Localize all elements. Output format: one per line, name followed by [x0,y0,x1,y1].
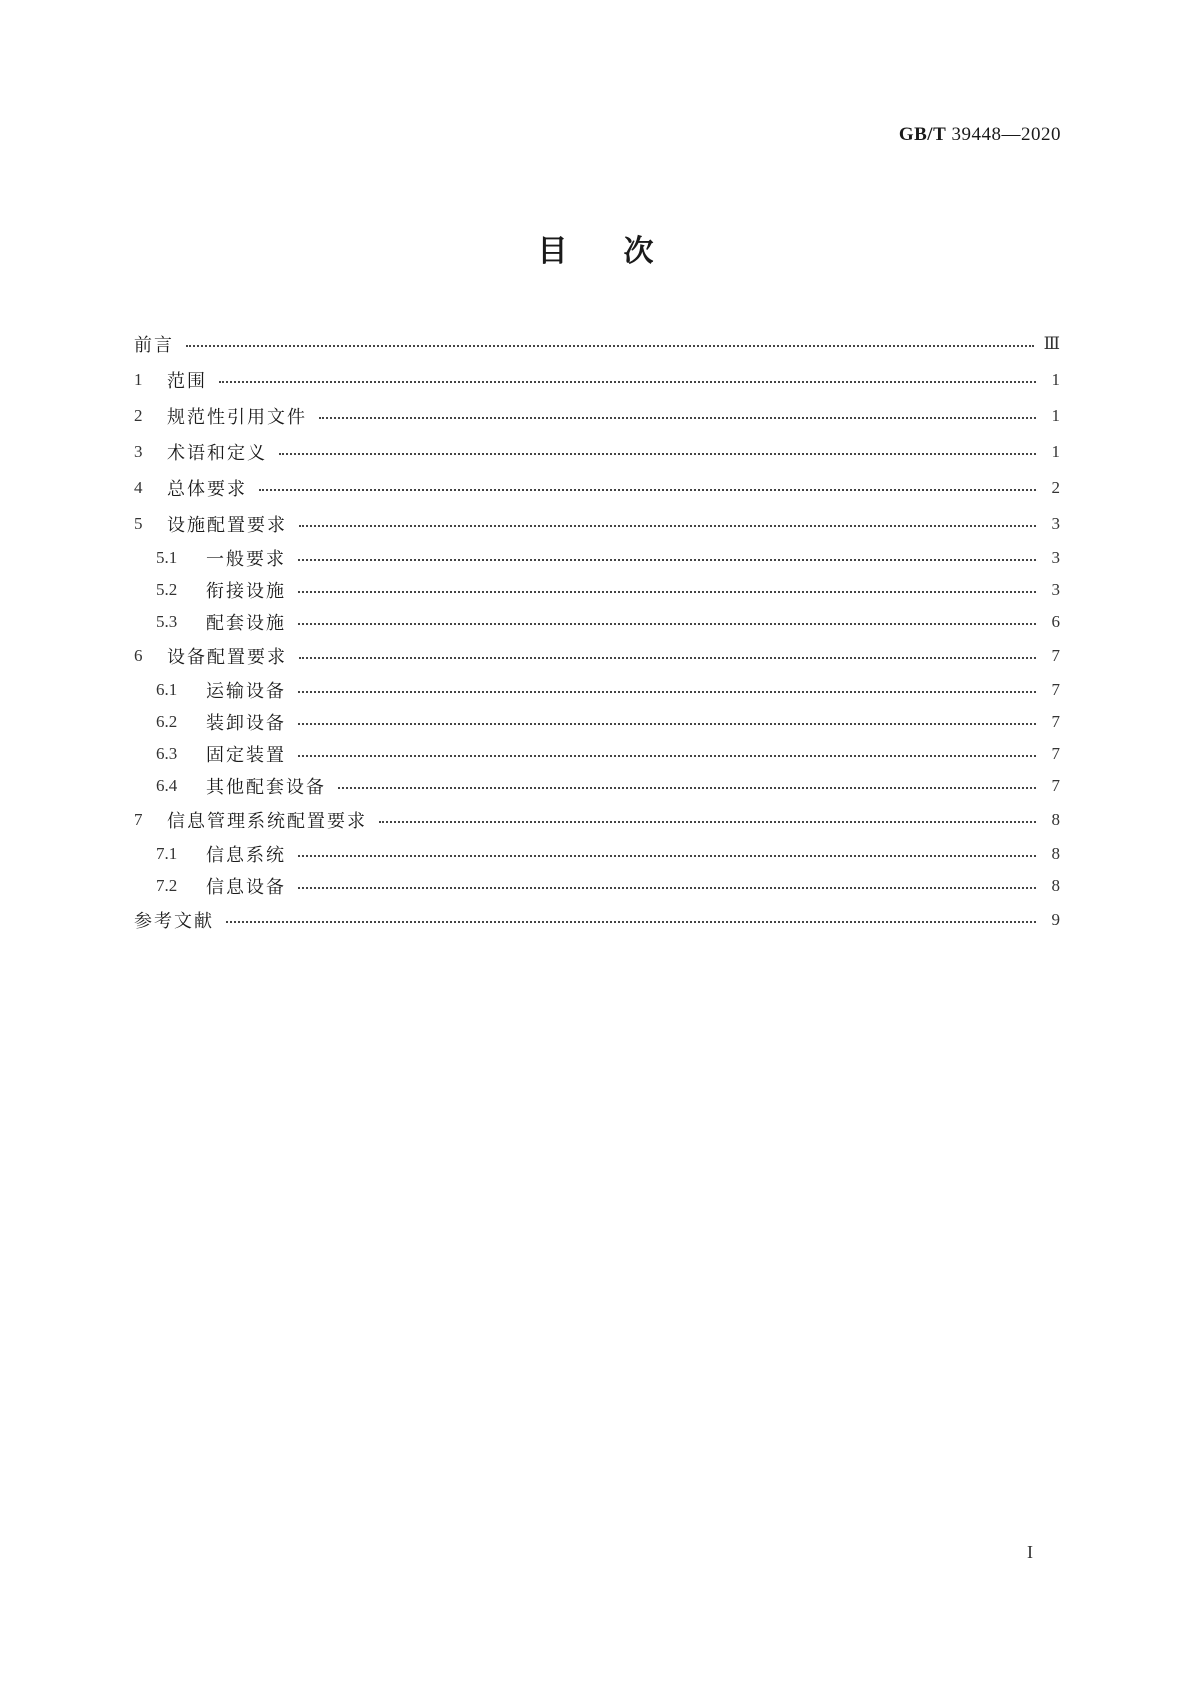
toc-entry-page: 8 [1051,844,1060,863]
dot-leader [226,921,1036,923]
toc-entry-page: 2 [1051,478,1060,497]
dot-leader [298,623,1036,625]
dot-leader [379,821,1036,823]
toc-entry-number: 6.2 [156,712,178,731]
toc-entry-label: 一般要求 [206,549,286,570]
toc-entry-page: 6 [1051,612,1060,631]
toc-entry-7[interactable] [134,802,1060,838]
toc-entry-label: 设备配置要求 [167,647,287,668]
table-of-contents [134,326,1060,938]
dot-leader [298,855,1036,857]
dot-leader [259,489,1036,491]
toc-entry-page: 7 [1051,712,1060,731]
toc-entry-label: 信息管理系统配置要求 [167,811,367,832]
toc-entry-7-2[interactable] [134,870,1060,902]
toc-entry-6-1[interactable] [134,674,1060,706]
toc-entry-6[interactable] [134,638,1060,674]
toc-entry-number: 6.1 [156,680,178,699]
dot-leader [298,591,1036,593]
toc-entry-label: 规范性引用文件 [167,407,307,428]
dot-leader [299,657,1036,659]
dot-leader [186,345,1034,347]
toc-entry-page: 7 [1051,680,1060,699]
toc-entry-page: 1 [1051,406,1060,425]
standard-code [899,124,1061,146]
toc-entry-number: 5.2 [156,580,178,599]
toc-entry-label: 运输设备 [206,681,286,702]
toc-entry-label: 信息设备 [206,877,286,898]
toc-entry-label: 配套设施 [206,613,286,634]
toc-entry-label: 装卸设备 [206,713,286,734]
toc-entry-label: 固定装置 [206,745,286,766]
toc-entry-number: 6.4 [156,776,178,795]
toc-entry-page: 7 [1051,776,1060,795]
toc-entry-6-4[interactable] [134,770,1060,802]
dot-leader [279,453,1036,455]
toc-entry-foreword[interactable] [134,326,1060,362]
toc-entry-page: 8 [1051,810,1060,829]
toc-entry-2[interactable] [134,398,1060,434]
toc-entry-number: 5.3 [156,612,178,631]
toc-entry-page: 7 [1051,646,1060,665]
toc-entry-label: 总体要求 [167,479,247,500]
toc-entry-5-1[interactable] [134,542,1060,574]
dot-leader [298,559,1036,561]
toc-entry-6-3[interactable] [134,738,1060,770]
toc-entry-label: 衔接设施 [206,581,286,602]
toc-entry-label: 参考文献 [134,911,214,932]
dot-leader [338,787,1036,789]
toc-entry-number: 5.1 [156,548,178,567]
toc-entry-references[interactable] [134,902,1060,938]
toc-entry-label: 信息系统 [206,845,286,866]
toc-entry-page: Ⅲ [1043,334,1060,353]
toc-entry-number: 5 [134,514,143,533]
toc-entry-page: 7 [1051,744,1060,763]
toc-entry-4[interactable] [134,470,1060,506]
page-number: I [1027,1542,1033,1562]
toc-entry-5-2[interactable] [134,574,1060,606]
toc-entry-number: 4 [134,478,143,497]
toc-entry-number: 3 [134,442,143,461]
toc-entry-page: 3 [1051,514,1060,533]
toc-entry-6-2[interactable] [134,706,1060,738]
toc-entry-number: 7.1 [156,844,178,863]
toc-entry-7-1[interactable] [134,838,1060,870]
toc-entry-page: 3 [1051,548,1060,567]
toc-entry-1[interactable] [134,362,1060,398]
toc-entry-5[interactable] [134,506,1060,542]
dot-leader [219,381,1036,383]
dot-leader [298,755,1036,757]
toc-entry-number: 6 [134,646,143,665]
toc-entry-page: 1 [1051,442,1060,461]
dot-leader [299,525,1036,527]
toc-entry-label: 范围 [167,371,207,392]
dot-leader [298,887,1036,889]
page-title: 目次 [537,234,710,269]
standard-code-prefix: GB/T [898,124,947,145]
toc-entry-page: 1 [1051,370,1060,389]
standard-code-number: 39448—2020 [951,124,1061,145]
toc-entry-number: 6.3 [156,744,178,763]
toc-entry-page: 9 [1051,910,1060,929]
toc-entry-5-3[interactable] [134,606,1060,638]
dot-leader [298,691,1036,693]
toc-entry-label: 前言 [134,335,174,356]
dot-leader [319,417,1036,419]
dot-leader [298,723,1036,725]
toc-entry-label: 设施配置要求 [167,515,287,536]
toc-entry-number: 7.2 [156,876,178,895]
toc-entry-page: 3 [1051,580,1060,599]
toc-entry-label: 其他配套设备 [206,777,326,798]
toc-entry-page: 8 [1051,876,1060,895]
toc-entry-3[interactable] [134,434,1060,470]
toc-entry-number: 2 [134,406,143,425]
toc-entry-label: 术语和定义 [167,443,267,464]
toc-entry-number: 1 [134,370,143,389]
toc-entry-number: 7 [134,810,143,829]
